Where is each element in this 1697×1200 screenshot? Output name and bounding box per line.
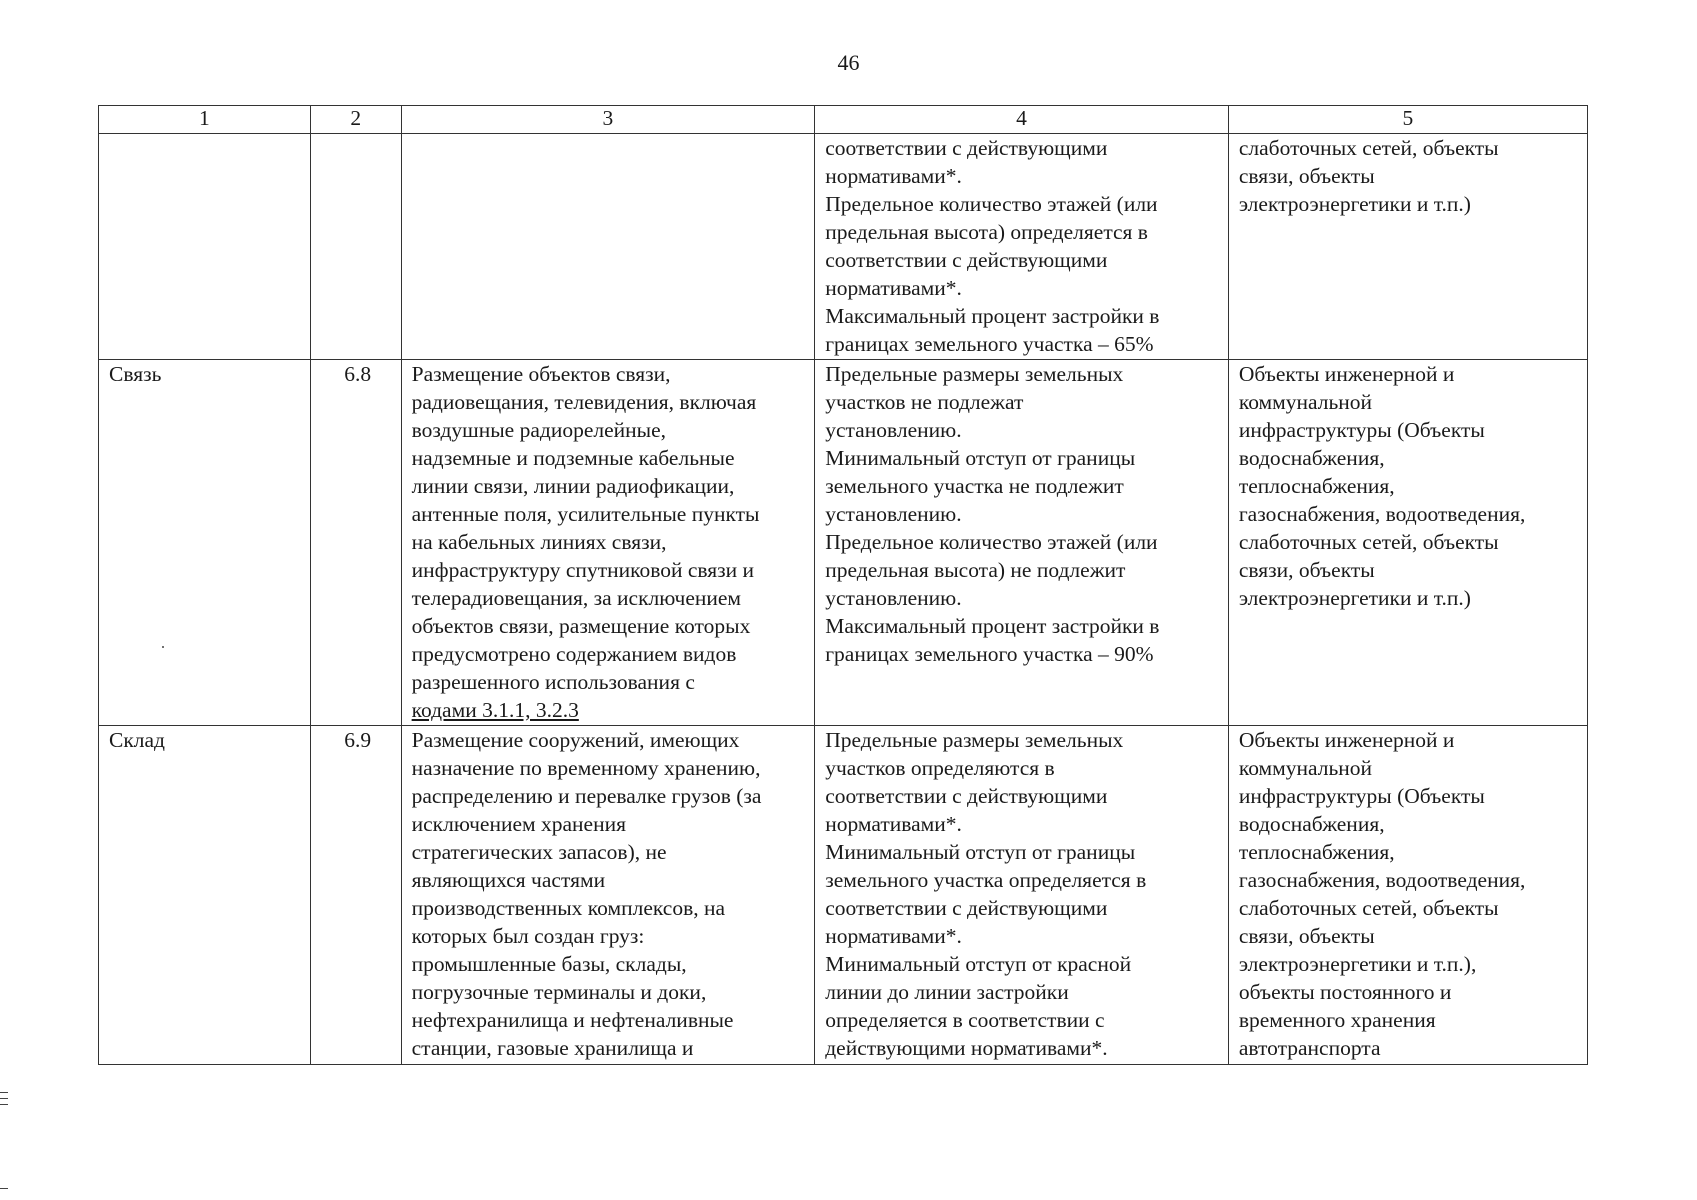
cell-text-line: Предельное количество этажей (или xyxy=(825,530,1158,554)
cell-text-line: назначение по временному хранению, xyxy=(411,756,761,780)
cell-text-line: газоснабжения, водоотведения, xyxy=(1238,868,1526,892)
cell-text-line: воздушные радиорелейные, xyxy=(411,418,667,442)
margin-mark xyxy=(0,1098,8,1099)
cell-text-line: инфраструктуры (Объекты xyxy=(1238,784,1485,808)
cell-text-line: электроэнергетики и т.п.) xyxy=(1238,192,1471,216)
cell-text-line: границах земельного участка – 65% xyxy=(825,332,1154,356)
cell-parameters xyxy=(815,726,1229,1065)
cell-text-line: надземные и подземные кабельные xyxy=(411,446,735,470)
cell-text-line: Размещение сооружений, имеющих xyxy=(411,728,740,752)
cell-text-line: земельного участка определяется в xyxy=(825,868,1147,892)
cell-text-line: теплоснабжения, xyxy=(1238,474,1395,498)
cell-text-line: газоснабжения, водоотведения, xyxy=(1238,502,1526,526)
cell-text-line: объекты постоянного и xyxy=(1238,980,1452,1004)
cell-use-name: Связь xyxy=(99,360,311,726)
column-number-header-row xyxy=(99,106,1588,134)
cell-objects xyxy=(1228,134,1587,360)
cell-text-line: предельная высота) не подлежит xyxy=(825,558,1126,582)
margin-mark xyxy=(0,1188,8,1189)
cell-text-line: Предельные размеры земельных xyxy=(825,362,1124,386)
cell-text-line: нормативами*. xyxy=(825,812,962,836)
cell-text-line: связи, объекты xyxy=(1238,164,1375,188)
cell-text-line: соответствии с действующими xyxy=(825,784,1108,808)
cell-text-line: Объекты инженерной и xyxy=(1238,362,1455,386)
cell-use-code xyxy=(310,134,401,360)
table-row-continuation xyxy=(99,134,1588,360)
cell-text-line: нефтехранилища и нефтеналивные xyxy=(411,1008,734,1032)
cell-text-line: Предельные размеры земельных xyxy=(825,728,1124,752)
column-number-2: 2 xyxy=(310,106,401,134)
cell-text-line: кодами 3.1.1, 3.2.3 xyxy=(411,698,579,722)
cell-text-line: слаботочных сетей, объекты xyxy=(1238,136,1499,160)
cell-text-line: Минимальный отступ от границы xyxy=(825,446,1136,470)
cell-objects xyxy=(1228,360,1587,726)
cell-use-name: Склад xyxy=(99,726,311,1065)
cell-text-line: временного хранения xyxy=(1238,1008,1436,1032)
cell-text-line: объектов связи, размещение которых xyxy=(411,614,751,638)
column-number-4: 4 xyxy=(815,106,1229,134)
cell-text-line: являющихся частями xyxy=(411,868,606,892)
cell-text-line: установлению. xyxy=(825,418,962,442)
cell-text-line: предусмотрено содержанием видов xyxy=(411,642,737,666)
cell-text-line: нормативами*. xyxy=(825,276,962,300)
cell-text-line: земельного участка не подлежит xyxy=(825,474,1124,498)
cell-text-line: установлению. xyxy=(825,502,962,526)
cell-text-line: инфраструктуры (Объекты xyxy=(1238,418,1485,442)
cell-parameters xyxy=(815,360,1229,726)
cell-description xyxy=(401,360,815,726)
cell-text-line: разрешенного использования с xyxy=(411,670,695,694)
cell-text-line: электроэнергетики и т.п.) xyxy=(1238,586,1471,610)
page-number: 46 xyxy=(837,50,860,75)
cell-text-line: телерадиовещания, за исключением xyxy=(411,586,742,610)
cell-use-code: 6.9 xyxy=(310,726,401,1065)
cell-text-line: производственных комплексов, на xyxy=(411,896,726,920)
land-use-table xyxy=(98,105,1588,1065)
cell-text-line: Размещение объектов связи, xyxy=(411,362,671,386)
cell-text-line: нормативами*. xyxy=(825,924,962,948)
cell-text-line: установлению. xyxy=(825,586,962,610)
cell-text-line: линии связи, линии радиофикации, xyxy=(411,474,735,498)
cell-text-line: слаботочных сетей, объекты xyxy=(1238,896,1499,920)
cell-text-line: станции, газовые хранилища и xyxy=(411,1036,694,1060)
cell-text-line: которых был создан груз: xyxy=(411,924,645,948)
cell-description xyxy=(401,726,815,1065)
cell-text-line: радиовещания, телевидения, включая xyxy=(411,390,757,414)
cell-text-line: участков не подлежат xyxy=(825,390,1024,414)
cell-text-line: нормативами*. xyxy=(825,164,962,188)
cell-text-line: слаботочных сетей, объекты xyxy=(1238,530,1499,554)
cell-text-line: предельная высота) определяется в xyxy=(825,220,1148,244)
cell-text-line: теплоснабжения, xyxy=(1238,840,1395,864)
cell-text-line: коммунальной xyxy=(1238,390,1373,414)
margin-mark xyxy=(0,1092,8,1093)
table-row-sklad xyxy=(99,726,1588,1065)
cell-text-line: Максимальный процент застройки в xyxy=(825,304,1160,328)
cell-description xyxy=(401,134,815,360)
cell-text-line: водоснабжения, xyxy=(1238,812,1385,836)
cell-text-line: действующими нормативами*. xyxy=(825,1036,1108,1060)
cell-text-line: исключением хранения xyxy=(411,812,626,836)
cell-text-line: определяется в соответствии с xyxy=(825,1008,1105,1032)
column-number-1: 1 xyxy=(99,106,311,134)
cell-text-line: соответствии с действующими xyxy=(825,136,1108,160)
cell-objects xyxy=(1228,726,1587,1065)
cell-text-line: на кабельных линиях связи, xyxy=(411,530,667,554)
cell-text-line: электроэнергетики и т.п.), xyxy=(1238,952,1477,976)
cell-text-line: распределению и перевалке грузов (за xyxy=(411,784,762,808)
cell-text-line: Объекты инженерной и xyxy=(1238,728,1455,752)
cell-text-line: коммунальной xyxy=(1238,756,1373,780)
scan-dot xyxy=(162,646,164,648)
cell-text-line: участков определяются в xyxy=(825,756,1055,780)
cell-text-line: Предельное количество этажей (или xyxy=(825,192,1158,216)
cell-parameters xyxy=(815,134,1229,360)
cell-text-line: Максимальный процент застройки в xyxy=(825,614,1160,638)
table-row-svyaz xyxy=(99,360,1588,726)
cell-text-line: связи, объекты xyxy=(1238,924,1375,948)
cell-text-line: промышленные базы, склады, xyxy=(411,952,687,976)
cell-text-line: антенные поля, усилительные пункты xyxy=(411,502,760,526)
margin-mark xyxy=(0,1104,8,1105)
cell-text-line: соответствии с действующими xyxy=(825,248,1108,272)
cell-text-line: погрузочные терминалы и доки, xyxy=(411,980,707,1004)
cell-text-line: водоснабжения, xyxy=(1238,446,1385,470)
cell-text-line: соответствии с действующими xyxy=(825,896,1108,920)
cell-text-line: границах земельного участка – 90% xyxy=(825,642,1154,666)
column-number-5: 5 xyxy=(1228,106,1587,134)
cell-text-line: связи, объекты xyxy=(1238,558,1375,582)
cell-text-line: инфраструктуру спутниковой связи и xyxy=(411,558,755,582)
column-number-3: 3 xyxy=(401,106,815,134)
cell-text-line: Минимальный отступ от границы xyxy=(825,840,1136,864)
cell-text-line: линии до линии застройки xyxy=(825,980,1069,1004)
cell-text-line: Минимальный отступ от красной xyxy=(825,952,1132,976)
cell-use-name xyxy=(99,134,311,360)
cell-use-code: 6.8 xyxy=(310,360,401,726)
cell-text-line: автотранспорта xyxy=(1238,1036,1381,1060)
cell-text-line: стратегических запасов), не xyxy=(411,840,667,864)
